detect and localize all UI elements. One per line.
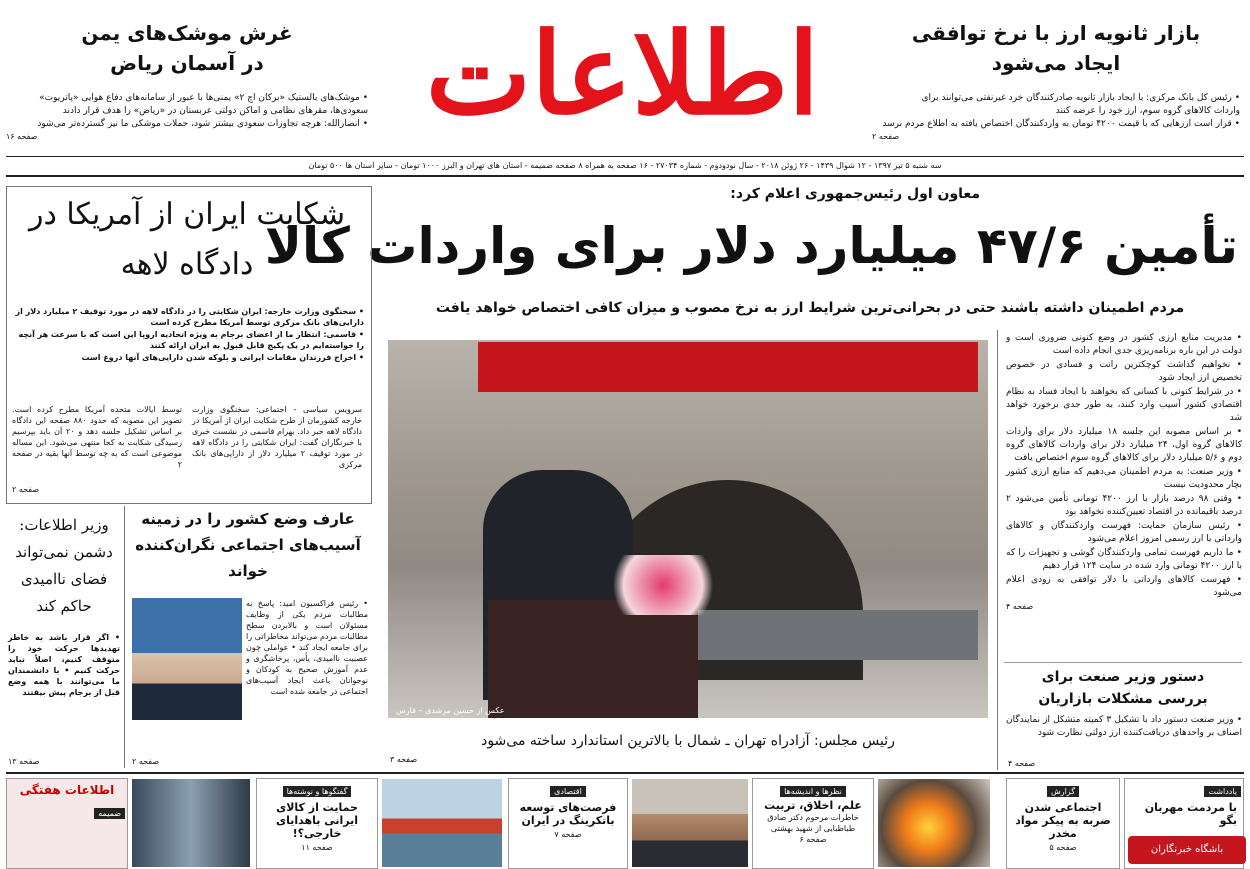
page-ref: صفحه ۴ (1006, 602, 1034, 611)
portrait-aref (132, 598, 242, 720)
bottom-tag: گفتگوها و نوشته‌ها (283, 786, 352, 797)
top-left-headline: غرش موشک‌های یمن در آسمان ریاض (81, 21, 293, 75)
divider (6, 175, 1244, 177)
right-bullet: • در شرایط کنونی با کسانی که بخواهند با ایجاد فساد به نظام اقتصادی کشور آسیب وارد کنند، به طور جدی برخورد خواهد شد (1006, 387, 1242, 423)
divider (1004, 662, 1242, 663)
left-top-body-col2: توسط ایالات متحده آمریکا مطرح کرده است. تصویر این مصوبه که حدود ۸۸۰ صفحه این دادگاه بر اساس تشکیل جلسه دهد و ۲۰ آن باید بپرسیم رسیدگی شکایت به کجا منتهی می‌شود. این مساله موضوعی است که به چه توسط آنها بقیه در صفحه ۲ (12, 405, 182, 469)
photo-caption: رئیس مجلس: آزادراه تهران ـ شمال با بالاترین استاندارد ساخته می‌شود (481, 733, 895, 749)
page-ref: صفحه ۱۱ (301, 843, 333, 852)
right-story2-body: • وزیر صنعت دستور داد با تشکیل ۳ کمیته متشکل از نمایندگان اصناف بر واحدهای دریافت‌کننده ارز دولتی نظارت شود (1006, 715, 1243, 738)
main-kicker: معاون اول رئیس‌جمهوری اعلام کرد: (730, 186, 980, 202)
bottom-tag: اقتصادی (550, 786, 586, 797)
bottom-title: فرصت‌های توسعه باتکرینگ در ایران (519, 801, 617, 827)
left-top-bullets (12, 306, 364, 364)
bottom-title: اطلاعات هفتگی (19, 783, 115, 797)
page-ref: صفحه ۱۶ (6, 132, 38, 141)
page-ref: صفحه ۷ (554, 830, 582, 839)
bottom-tag: ضمیمه (94, 808, 125, 819)
left-mid-body: • رئیس فراکسیون امید: پاسخ به مطالبات مردم یکی از وظایف مسئولان است و بالابردن سطح مطالبات مردم می‌تواند مخاطراتی را برای جامعه ایجاد کند • عواملی چون عصبیت ناامیدی، یأس، پرخاشگری و عدم آموزش صحیح به کودکان و نوجوانان باعث ایجاد آسیب‌های اجتماعی در جامعه شده است (246, 599, 368, 696)
main-subhead: مردم اطمینان داشته باشند حتی در بحرانی‌ترین شرایط ارز به نرخ مصوب و میزان کافی اختصاص خواهد یافت (435, 300, 1185, 316)
left-top-headline: شکایت ایران از آمریکا در دادگاه لاهه (28, 197, 346, 282)
page-ref: صفحه ۲ (132, 757, 160, 766)
bottom-item (256, 778, 378, 869)
main-photo (388, 340, 988, 718)
divider (6, 772, 1244, 774)
page-ref: صفحه ۶ (799, 835, 827, 844)
page-ref: صفحه ۱۳ (8, 757, 40, 766)
bottom-title: حمایت از کالای ایرانی باهدایای خارجی؟! (276, 801, 358, 840)
left-quote-body: • اگر قرار باشد به خاطر تهدیدها حرکت خود را متوقف کنیم، اصلاً نباید حرکت کنیم • با دانشمندان ما می‌توانند با همه وضع قبل از برجام پیش بیفتند (8, 633, 120, 697)
right-bullet: • نخواهیم گذاشت کوچکترین رانت و فسادی در خصوص تخصیص ارز ایجاد شود (1006, 360, 1242, 383)
top-left-bullet: سعودی‌ها، مقرهای نظامی و اماکن دولتی عربستان در «ریاض» را هدف قرار دادند (62, 106, 368, 116)
bottom-subtitle: خاطرات مرحوم دکتر صادق طباطبایی از شهید بهشتی (767, 813, 859, 833)
bottom-title: با مردمت مهربان بگو (1144, 801, 1237, 827)
right-bullet: • وزیر صنعت: به مردم اطمینان می‌دهیم که منابع ارزی کشور بچار محدودیت نیست (1006, 467, 1242, 490)
watermark-text: باشگاه خبرنگاران (1150, 844, 1224, 855)
watermark-logo (1128, 836, 1246, 864)
bottom-item (1006, 778, 1120, 869)
right-bullet: • فهرست کالاهای وارداتی با دلار توافقی به زودی اعلام می‌شود (1006, 575, 1242, 598)
top-right-story (872, 18, 1240, 142)
bottom-item (752, 778, 874, 869)
top-right-bullet: • رئیس کل بانک مرکزی: با ایجاد بازار ثانویه صادرکنندگان خرد غیرنفتی می‌توانند برای (921, 93, 1240, 103)
divider (6, 156, 1244, 157)
column-divider (997, 330, 998, 770)
masthead-logo: اطلاعات (425, 9, 820, 140)
right-bullet: • وقتی ۹۸ درصد بازار با ارز ۴۲۰۰ تومانی تأمین می‌شود ۲ درصد باقیمانده در اقتصاد تعیین‌کننده نخواهد بود (1006, 494, 1243, 517)
left-top-body-col1: سرویس سیاسی - اجتماعی: سخنگوی وزارت خارجه کشورمان از طرح شکایت ایران از آمریکا در دادگاه لاهه خبر داد. بهرام قاسمی در نشست خبری با خبرنگاران گفت: ایران شکایتی را در دادگاه لاهه در مورد توقیف ۲ میلیارد دلار از دارایی‌های بانک مرکزی (192, 405, 363, 469)
bottom-item-magazine (6, 778, 128, 869)
bottom-tag: نظرها و اندیشه‌ها (780, 786, 846, 797)
bottom-photo-portrait (632, 779, 748, 867)
bottom-title: اجتماعی شدن ضربه به پیکر مواد مخدر (1015, 801, 1111, 840)
left-mid-headline: عارف وضع کشور را در زمینه آسیب‌های اجتماعی نگران‌کننده خواند (135, 510, 361, 580)
column-divider (124, 506, 125, 768)
left-top-bullet: • سخنگوی وزارت خارجه: ایران شکایتی را در دادگاه لاهه در مورد توقیف ۲ میلیارد دلار از دارایی‌های بانک مرکزی توسط آمریکا مطرح کرده است (15, 307, 364, 327)
top-left-bullet: • موشک‌های بالستیک «برکان اچ ۲» یمنی‌ها با عبور از سامانه‌های دفاع هوایی «پاتریوت» (39, 93, 368, 103)
left-top-bullet: • اخراج فرزندان مقامات ایرانی و بلوکه شدن دارایی‌های آنها دروغ است (81, 353, 364, 362)
top-left-bullet: • انصارالله: هرچه تجاوزات سعودی بیشتر شود، حملات موشکی ما نیز گسترده‌تر می‌شود (37, 119, 368, 129)
top-right-bullet: واردات کالاهای گروه سوم، ارز خود را عرضه کنند (1055, 106, 1240, 116)
left-top-bullet: • قاسمی: انتظار ما از اعضای برجام به ویژه اتحادیه اروپا این است که با سرعت هر آنچه را خواسته‌ایم در یک پکیج قابل قبول به ایران ارائه کنند (18, 330, 364, 350)
left-quote-headline: وزیر اطلاعات: دشمن نمی‌تواند فضای ناامیدی حاکم کند (15, 516, 113, 615)
page-ref: صفحه ۴ (1008, 759, 1036, 768)
bottom-photo-fire (878, 779, 990, 867)
dateline: سه شنبه ۵ تیر ۱۳۹۷ - ۱۲ شوال ۱۴۳۹ - ۲۶ ژوئن ۲۰۱۸ - سال نودودوم - شماره ۲۷۰۳۴ - ۱۶ صفحه به همراه ۸ صفحه ضمیمه - استان های تهران و البرز ۱۰۰۰ تومان - سایر استان ها ۵۰۰ تومان (308, 161, 942, 170)
podium (488, 600, 698, 718)
bottom-title: علم، اخلاق، تربیت (764, 799, 862, 812)
top-left-story (6, 18, 368, 142)
right-story2-headline: دستور وزیر صنعت برای بررسی مشکلات بازاریان (1038, 669, 1208, 707)
gray-crowd (688, 610, 978, 660)
caption-page-ref: صفحه ۳ (390, 755, 418, 764)
right-bullet: • ما داریم فهرست تمامی واردکنندگان گوشی و تجهیزات را که با ارز ۴۲۰۰ تومانی وارد شده در سایت ۱۲۴ قرار دهیم (1006, 548, 1242, 571)
right-bullet: • بر اساس مصوبه این جلسه ۱۸ میلیارد دلار برای واردات کالاهای گروه اول، ۲۴ میلیارد دلار برای واردات کالاهای گروه دوم و ۵/۶ میلیارد دلار برای کالاهای گروه سوم اختصاص یافت (1006, 427, 1242, 463)
right-column-bullets (1006, 332, 1242, 613)
red-banner (478, 342, 978, 392)
photo-credit: عکس از حسین مرشدی – فارس (396, 706, 505, 715)
right-bullet: • رئیس سازمان حمایت: فهرست واردکنندگان و کالاهای وارداتی با ارز رسمی امروز اعلام می‌شود (1006, 521, 1242, 544)
main-headline: تأمین ۴۷/۶ میلیارد دلار برای واردات کالا (264, 217, 1238, 275)
top-right-headline: بازار ثانویه ارز با نرخ توافقی ایجاد می‌شود (911, 21, 1201, 75)
bottom-item (508, 778, 628, 869)
bottom-tag: یادداشت (1204, 786, 1241, 797)
top-right-bullet: • قرار است ارزهایی که با قیمت ۴۲۰۰ تومان به واردکنندگان اختصاص یافته به اطلاع مردم برسد (882, 119, 1240, 129)
page-ref: صفحه ۲ (872, 132, 900, 141)
bottom-photo-workers (132, 779, 250, 867)
bottom-photo-ship (382, 779, 502, 867)
right-bullet: • مدیریت منابع ارزی کشور در وضع کنونی ضروری است و دولت در این باره برنامه‌ریزی جدی انجام داده است (1006, 333, 1242, 356)
flowers (598, 555, 728, 615)
bottom-tag: گزارش (1047, 786, 1079, 797)
page-ref: صفحه ۵ (1049, 843, 1077, 852)
page-ref: صفحه ۲ (12, 485, 40, 494)
